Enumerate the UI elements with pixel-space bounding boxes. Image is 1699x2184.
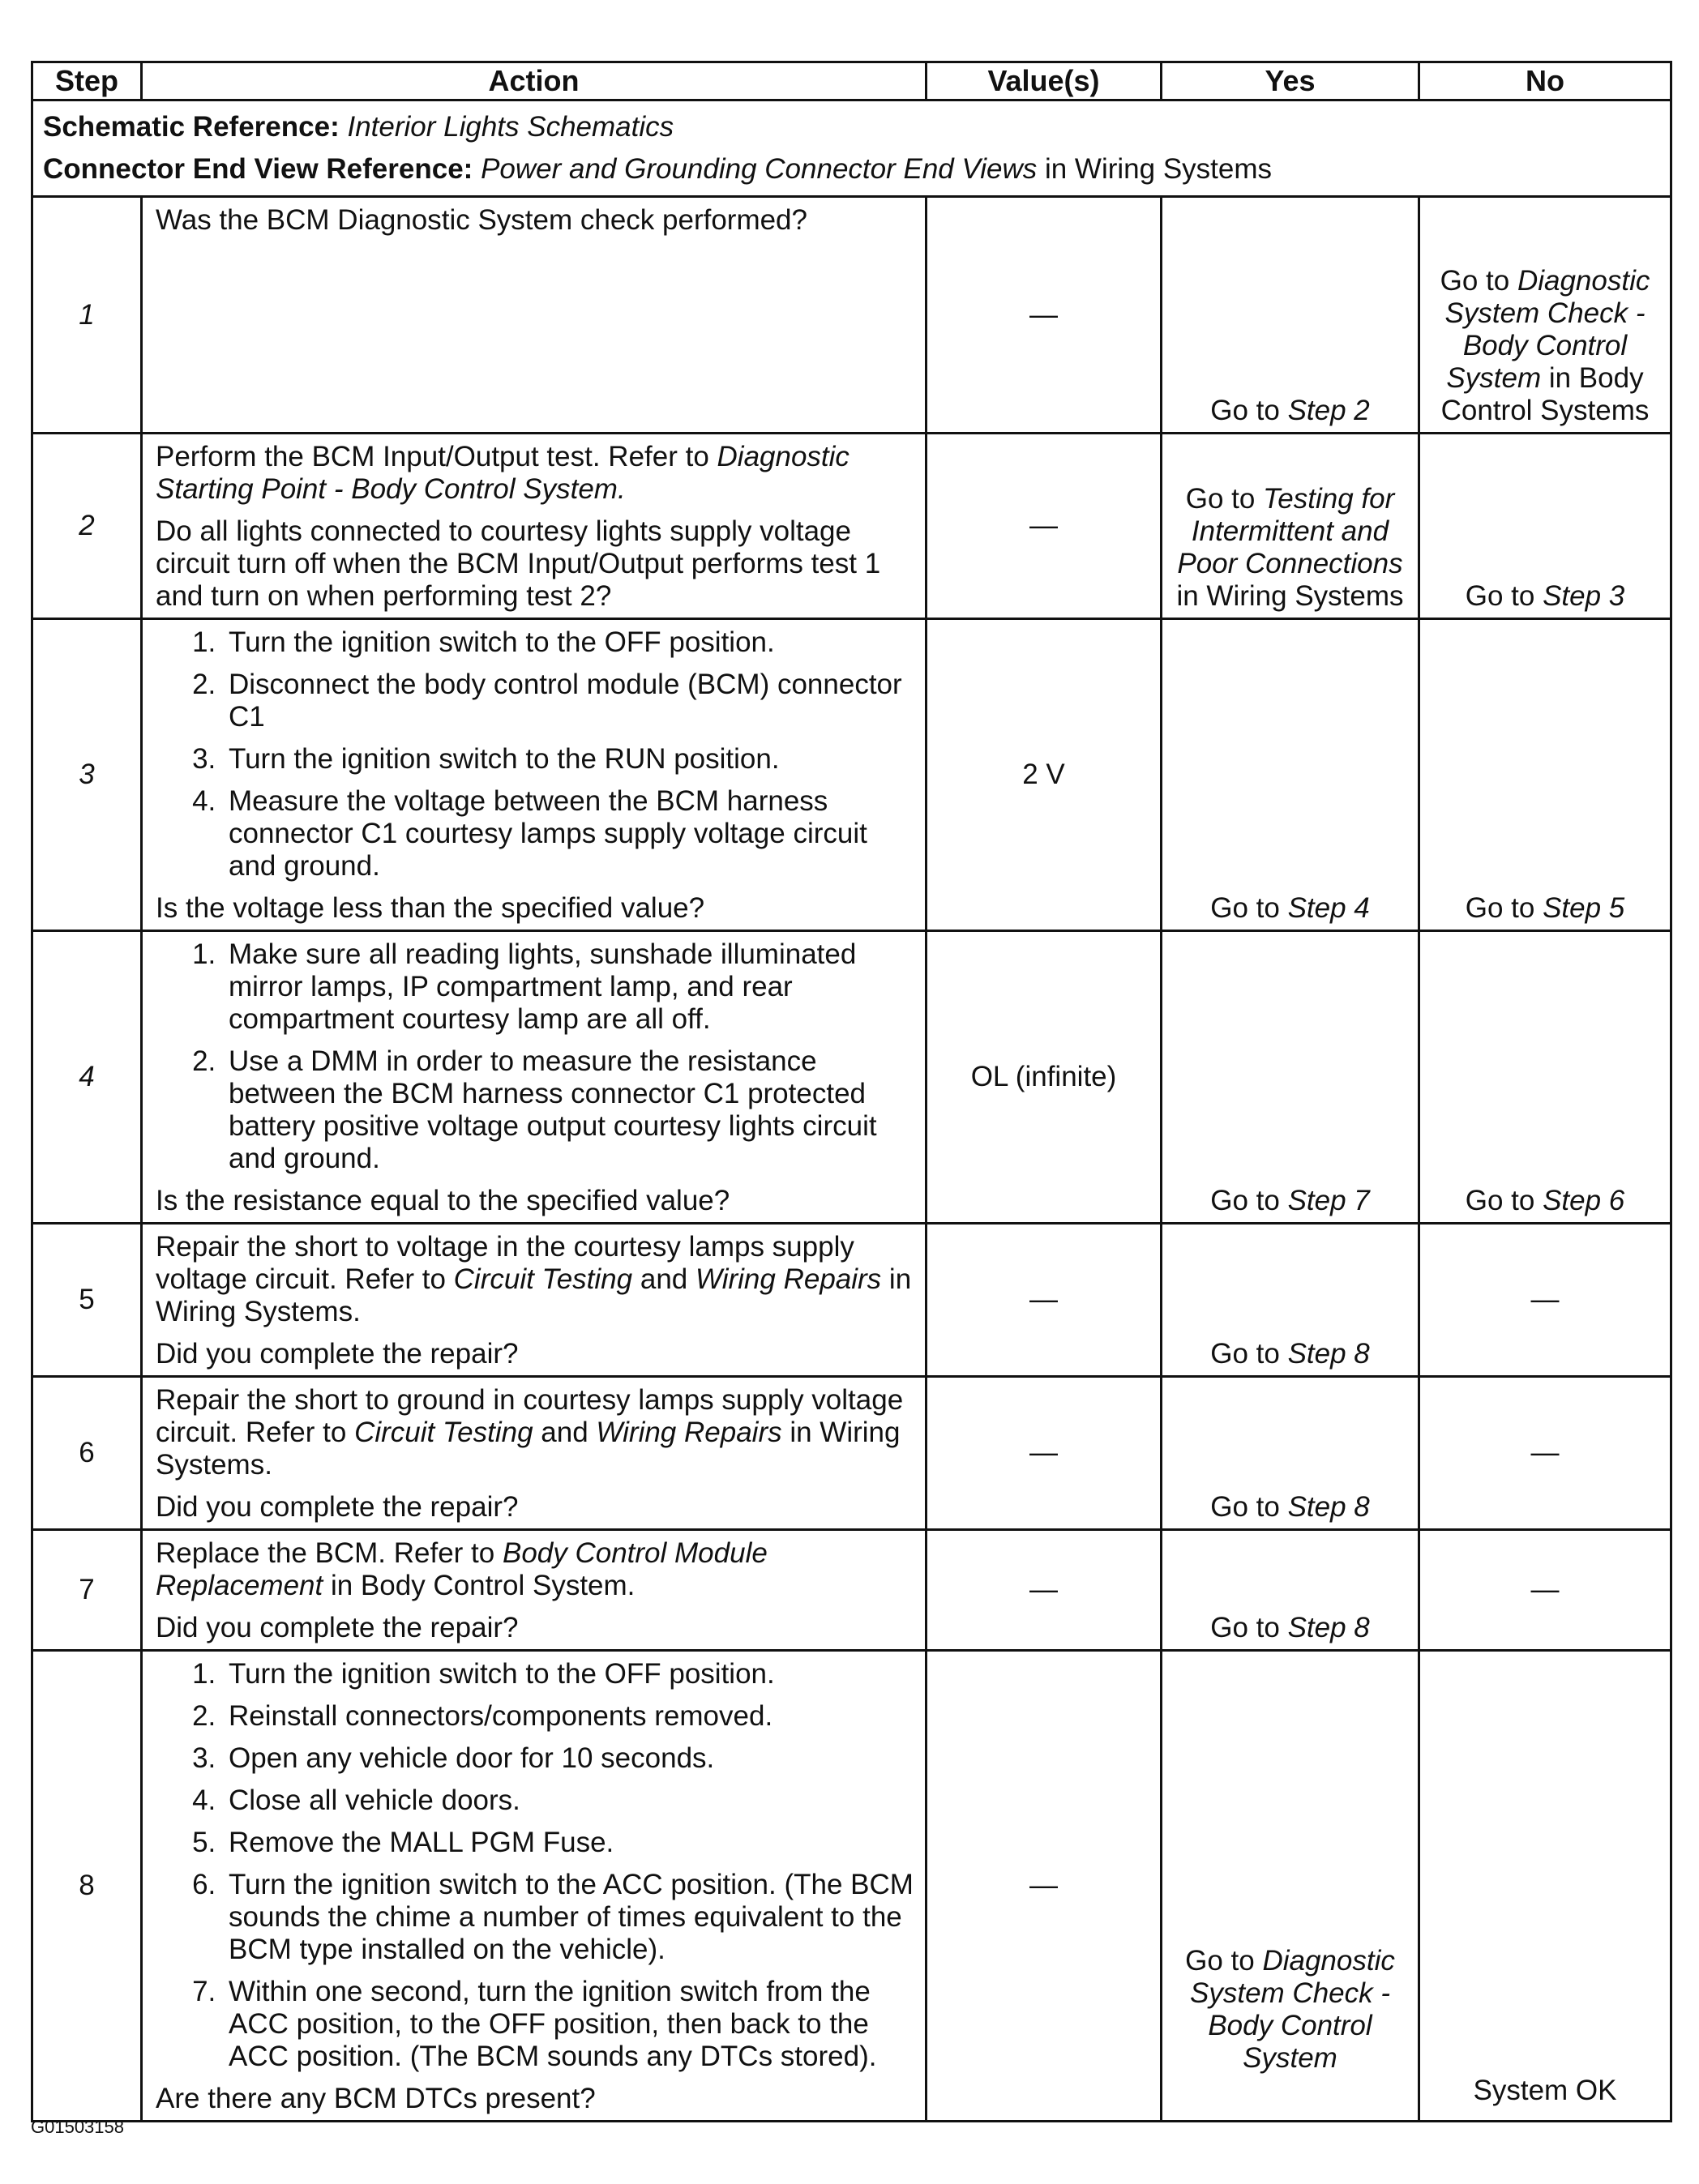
yes-prefix: Go to bbox=[1185, 1945, 1263, 1977]
no-cell bbox=[1419, 434, 1671, 619]
header-action: Action bbox=[142, 62, 927, 100]
step-row-8 bbox=[32, 1651, 1671, 2122]
connector-reference-label: Connector End View Reference: bbox=[43, 153, 473, 185]
step-row-6 bbox=[32, 1377, 1671, 1530]
step-row-7 bbox=[32, 1530, 1671, 1651]
schematic-reference-value: Interior Lights Schematics bbox=[347, 111, 674, 143]
yes-prefix: Go to bbox=[1210, 395, 1288, 426]
action-paragraph bbox=[156, 441, 914, 506]
action-text: in Wiring Systems. bbox=[156, 1417, 901, 1481]
value-cell: OL (infinite) bbox=[927, 931, 1162, 1224]
header-step: Step bbox=[32, 62, 142, 100]
figure-id: G01503158 bbox=[31, 2117, 124, 2137]
action-cell bbox=[142, 1377, 927, 1530]
action-step-item: 1. Make sure all reading lights, sunshade illuminated mirror lamps, IP compartment lamp, and rear compartment courtesy lamp are all off. bbox=[224, 938, 914, 1036]
yes-target: Step 2 bbox=[1287, 395, 1370, 426]
yes-suffix: in Wiring Systems bbox=[1176, 580, 1404, 612]
header-row bbox=[32, 62, 1671, 100]
no-suffix: in Body Control Systems bbox=[1440, 362, 1650, 426]
action-question: Do all lights connected to courtesy lights supply voltage circuit turn off when the BCM Input/Output performs test 1 and turn on when performing test 2? bbox=[156, 515, 881, 612]
yes-target: Diagnostic System Check - Body Control System bbox=[1190, 1945, 1395, 2074]
action-reference: Body Control Module Replacement bbox=[156, 1537, 768, 1601]
reference-row bbox=[32, 100, 1671, 197]
action-question: Did you complete the repair? bbox=[156, 1338, 519, 1370]
connector-reference-value: Power and Grounding Connector End Views bbox=[481, 153, 1038, 185]
action-step-item: 4. Close all vehicle doors. bbox=[224, 1784, 914, 1817]
action-text: and bbox=[533, 1417, 597, 1448]
diagnostic-table-document bbox=[31, 61, 1670, 2122]
yes-cell bbox=[1162, 619, 1419, 931]
action-question: Did you complete the repair? bbox=[156, 1491, 519, 1523]
action-text: Replace the BCM. Refer to bbox=[156, 1537, 503, 1569]
value-cell: — bbox=[927, 434, 1162, 619]
header-yes: Yes bbox=[1162, 62, 1419, 100]
step-row-2 bbox=[32, 434, 1671, 619]
value-cell: — bbox=[927, 1377, 1162, 1530]
no-cell: — bbox=[1419, 1530, 1671, 1651]
action-cell bbox=[142, 931, 927, 1224]
yes-target: Step 8 bbox=[1287, 1491, 1370, 1523]
no-target: Step 5 bbox=[1543, 892, 1625, 924]
action-step-item: 2. Disconnect the body control module (BCM) connector C1 bbox=[224, 669, 914, 733]
yes-prefix: Go to bbox=[1185, 483, 1264, 515]
yes-prefix: Go to bbox=[1210, 1185, 1288, 1216]
value-cell: — bbox=[927, 1224, 1162, 1377]
no-cell bbox=[1419, 619, 1671, 931]
yes-cell bbox=[1162, 434, 1419, 619]
action-text: Perform the BCM Input/Output test. Refer to bbox=[156, 441, 717, 472]
action-text: Was the BCM Diagnostic System check performed? bbox=[156, 204, 807, 236]
value-cell: — bbox=[927, 1651, 1162, 2122]
no-cell bbox=[1419, 931, 1671, 1224]
action-text: in Body Control System. bbox=[323, 1570, 636, 1601]
action-step-item: 2. Use a DMM in order to measure the resistance between the BCM harness connector C1 protected battery positive voltage output courtesy lights circuit and ground. bbox=[224, 1045, 914, 1175]
action-paragraph bbox=[156, 1231, 914, 1328]
action-cell bbox=[142, 1651, 927, 2122]
action-question: Are there any BCM DTCs present? bbox=[156, 2083, 596, 2114]
connector-reference-suffix: in Wiring Systems bbox=[1037, 153, 1273, 185]
action-step-item: 5. Remove the MALL PGM Fuse. bbox=[224, 1827, 914, 1859]
action-cell bbox=[142, 197, 927, 434]
value-cell: — bbox=[927, 197, 1162, 434]
action-reference: Circuit Testing bbox=[453, 1263, 633, 1295]
no-target: Diagnostic System Check - Body Control System bbox=[1444, 265, 1650, 394]
header-values: Value(s) bbox=[927, 62, 1162, 100]
action-reference: Circuit Testing bbox=[354, 1417, 533, 1448]
action-step-item: 7. Within one second, turn the ignition switch from the ACC position, to the OFF position, then back to the ACC position. (The BCM sounds any DTCs stored). bbox=[224, 1976, 914, 2073]
yes-target: Step 4 bbox=[1287, 892, 1370, 924]
yes-cell bbox=[1162, 1651, 1419, 2122]
step-number: 3 bbox=[32, 619, 142, 931]
action-text: Repair the short to ground in courtesy lamps supply voltage circuit. Refer to bbox=[156, 1384, 904, 1448]
step-row-5 bbox=[32, 1224, 1671, 1377]
step-number: 8 bbox=[32, 1651, 142, 2122]
action-question: Is the resistance equal to the specified value? bbox=[156, 1185, 730, 1216]
step-number: 4 bbox=[32, 931, 142, 1224]
action-step-item: 2. Reinstall connectors/components removed. bbox=[224, 1700, 914, 1733]
step-number: 2 bbox=[32, 434, 142, 619]
action-reference: Wiring Repairs bbox=[596, 1417, 782, 1448]
schematic-reference bbox=[43, 106, 1660, 148]
action-paragraph bbox=[156, 1384, 914, 1481]
value-cell: 2 V bbox=[927, 619, 1162, 931]
no-prefix: Go to bbox=[1465, 580, 1543, 612]
yes-target: Step 8 bbox=[1287, 1338, 1370, 1370]
connector-reference bbox=[43, 148, 1660, 190]
yes-target: Testing for Intermittent and Poor Connections bbox=[1177, 483, 1403, 579]
no-prefix: Go to bbox=[1465, 1185, 1543, 1216]
yes-prefix: Go to bbox=[1210, 892, 1288, 924]
action-cell bbox=[142, 1224, 927, 1377]
step-row-1 bbox=[32, 197, 1671, 434]
yes-cell bbox=[1162, 931, 1419, 1224]
action-question: Did you complete the repair? bbox=[156, 1612, 519, 1643]
action-steps-list bbox=[156, 938, 914, 1175]
no-cell: System OK bbox=[1419, 1651, 1671, 2122]
action-step-item: 3. Open any vehicle door for 10 seconds. bbox=[224, 1742, 914, 1775]
action-reference: Wiring Repairs bbox=[695, 1263, 882, 1295]
action-cell bbox=[142, 434, 927, 619]
action-text: Repair the short to voltage in the courtesy lamps supply voltage circuit. Refer to bbox=[156, 1231, 854, 1295]
action-steps-list bbox=[156, 626, 914, 883]
yes-prefix: Go to bbox=[1210, 1491, 1288, 1523]
no-prefix: Go to bbox=[1465, 892, 1543, 924]
action-paragraph bbox=[156, 1537, 914, 1602]
step-number: 7 bbox=[32, 1530, 142, 1651]
action-text: in Wiring Systems. bbox=[156, 1263, 912, 1327]
action-reference: Diagnostic Starting Point - Body Control System. bbox=[156, 441, 850, 505]
no-prefix: Go to bbox=[1440, 265, 1517, 297]
yes-cell bbox=[1162, 1377, 1419, 1530]
no-cell: — bbox=[1419, 1377, 1671, 1530]
action-step-item: 4. Measure the voltage between the BCM harness connector C1 courtesy lamps supply voltage circuit and ground. bbox=[224, 785, 914, 883]
diagnostic-table bbox=[31, 61, 1672, 2122]
action-step-item: 1. Turn the ignition switch to the OFF position. bbox=[224, 626, 914, 659]
yes-target: Step 7 bbox=[1287, 1185, 1370, 1216]
yes-prefix: Go to bbox=[1210, 1612, 1288, 1643]
action-step-item: 3. Turn the ignition switch to the RUN position. bbox=[224, 743, 914, 776]
step-number: 5 bbox=[32, 1224, 142, 1377]
header-no: No bbox=[1419, 62, 1671, 100]
step-row-4 bbox=[32, 931, 1671, 1224]
action-step-item: 6. Turn the ignition switch to the ACC position. (The BCM sounds the chime a number of times equivalent to the BCM type installed on the vehicle). bbox=[224, 1869, 914, 1966]
no-target: Step 3 bbox=[1543, 580, 1625, 612]
yes-cell bbox=[1162, 1530, 1419, 1651]
yes-cell bbox=[1162, 197, 1419, 434]
step-row-3 bbox=[32, 619, 1671, 931]
action-step-item: 1. Turn the ignition switch to the OFF position. bbox=[224, 1658, 914, 1690]
schematic-reference-label: Schematic Reference: bbox=[43, 111, 340, 143]
no-cell bbox=[1419, 197, 1671, 434]
action-cell bbox=[142, 619, 927, 931]
no-cell: — bbox=[1419, 1224, 1671, 1377]
step-number: 1 bbox=[32, 197, 142, 434]
reference-cell bbox=[32, 100, 1671, 197]
step-number: 6 bbox=[32, 1377, 142, 1530]
action-steps-list bbox=[156, 1658, 914, 2073]
yes-target: Step 8 bbox=[1287, 1612, 1370, 1643]
yes-prefix: Go to bbox=[1210, 1338, 1288, 1370]
action-question: Is the voltage less than the specified value? bbox=[156, 892, 705, 924]
value-cell: — bbox=[927, 1530, 1162, 1651]
action-cell bbox=[142, 1530, 927, 1651]
no-target: Step 6 bbox=[1543, 1185, 1625, 1216]
action-text: and bbox=[632, 1263, 695, 1295]
yes-cell bbox=[1162, 1224, 1419, 1377]
